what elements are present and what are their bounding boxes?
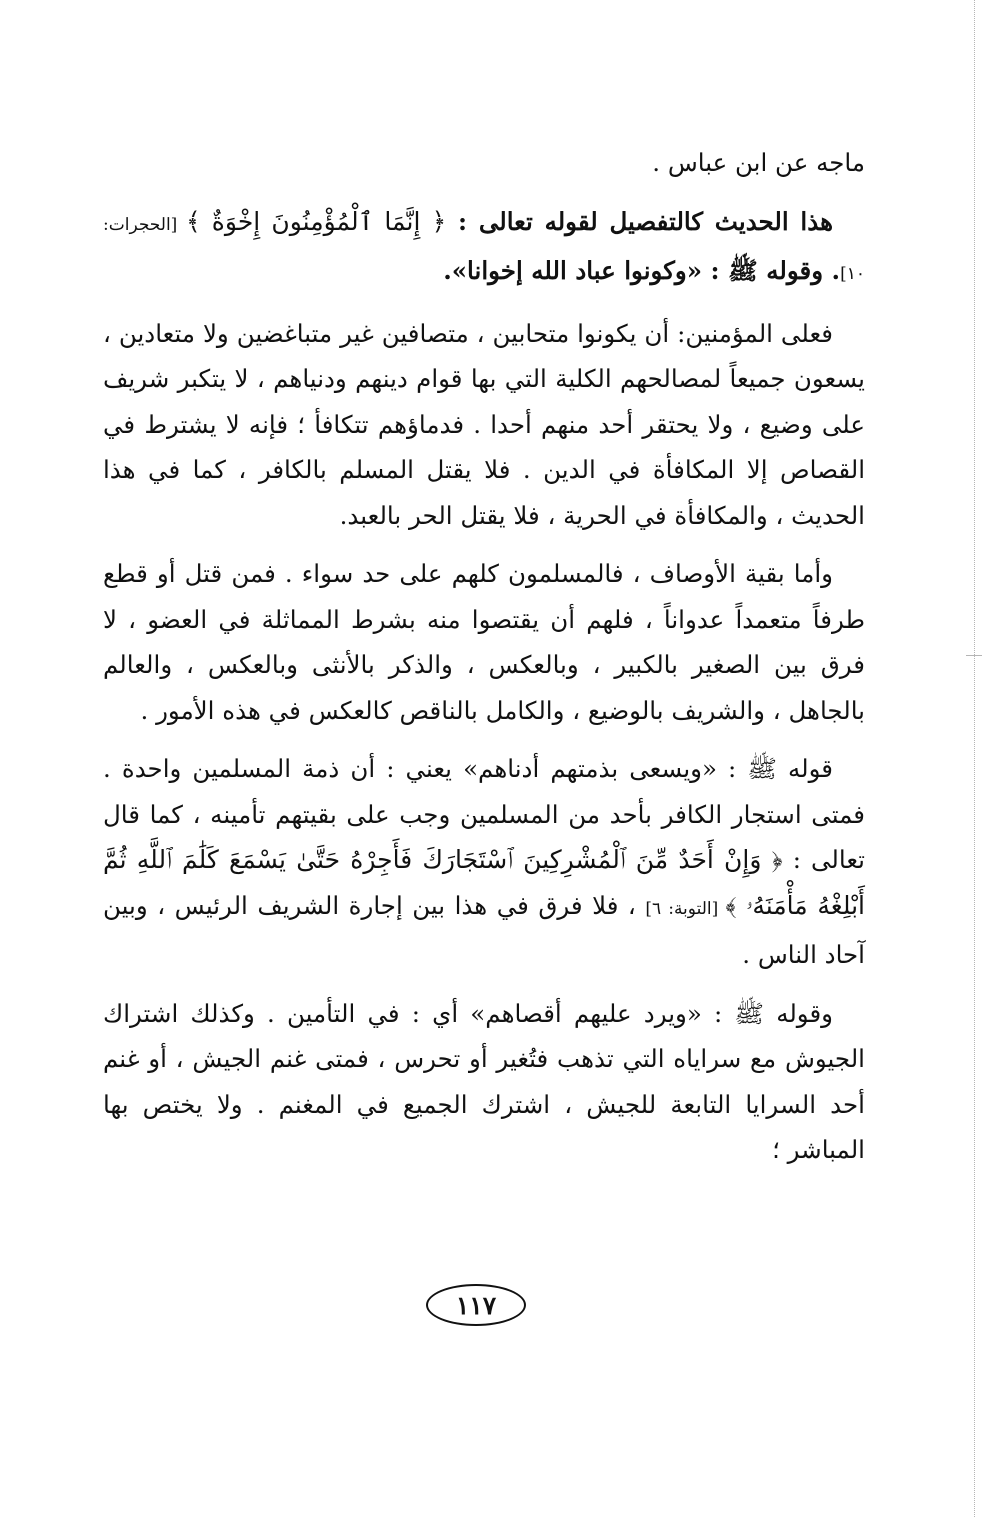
- paragraph: [103, 140, 865, 186]
- quran-verse: ﴿ إِنَّمَا ٱلْمُؤْمِنُونَ إِخْوَةٌ ﴾: [185, 206, 447, 236]
- paragraph: [103, 746, 865, 978]
- text-run: . وقوله ﷺ : «وكونوا عباد الله إخوانا».: [443, 256, 841, 285]
- verse-reference: [التوبة: ٦]: [645, 898, 726, 919]
- paragraph: [103, 991, 865, 1173]
- text-run: وأما بقية الأوصاف ، فالمسلمون كلهم على حد سواء . فمن قتل أو قطع طرفاً متعمداً عدواناً ، فلهم أن يقتصوا منه بشرط المماثلة في العضو ، لا فرق بين الصغير بالكبير ، وبالعكس ، والذكر بالأنثى وبالعكس ، والعالم بالجاهل ، والشريف بالوضيع ، والكامل بالناقص كالعكس في هذه الأمور .: [103, 559, 865, 725]
- page-number-frame: [426, 1284, 526, 1326]
- text-run: هذا الحديث كالتفصيل لقوله تعالى :: [446, 206, 833, 236]
- paragraph: [103, 551, 865, 733]
- text-run: ، فلا فرق في هذا بين إجارة الشريف الرئيس ، وبين آحاد الناس .: [103, 890, 865, 969]
- page-text: [103, 140, 865, 1186]
- quran-verse: ﴿ وَإِنْ أَحَدٌ مِّنَ ٱلْمُشْرِكِينَ ٱسْتَجَارَكَ فَأَجِرْهُ حَتَّىٰ يَسْمَعَ كَلَٰمَ ٱللَّهِ ثُمَّ أَبْلِغْهُ مَأْمَنَهُۥ ﴾: [103, 845, 865, 920]
- text-run: قوله ﷺ : «ويسعى بذمتهم أدناهم» يعني : أن ذمة المسلمين واحدة . فمتى استجار الكافر بأحد من المسلمين وجب على بقيتهم تأمينه ، كما قال تعالى :: [103, 754, 865, 874]
- paragraph: [103, 199, 865, 298]
- page-edge-line: [974, 0, 975, 1517]
- text-run: ماجه عن ابن عباس .: [652, 148, 865, 177]
- page-number: ١١٧: [455, 1290, 497, 1320]
- text-run: وقوله ﷺ : «ويرد عليهم أقصاهم» أي : في التأمين . وكذلك اشتراك الجيوش مع سراياه التي تذهب فتُغير أو تحرس ، فمتى غنم الجيش ، أو غنم أحد السرايا التابعة للجيش ، اشترك الجميع في المغنم . ولا يختص بها المباشر ؛: [103, 998, 865, 1164]
- verse-reference: [الحجرات: ١٠]: [103, 214, 865, 284]
- text-run: فعلى المؤمنين: أن يكونوا متحابين ، متصافين غير متباغضين ولا متعادين ، يسعون جميعاً لمصالحهم الكلية التي بها قوام دينهم ودنياهم ، لا يتكبر شريف على وضيع ، ولا يحتقر أحد منهم أحدا . فدماؤهم تتكافأ ؛ فإنه لا يشترط في القصاص إلا المكافأة في الدين . فلا يقتل المسلم بالكافر ، كما في هذا الحديث ، والمكافأة في الحرية ، فلا يقتل الحر بالعبد.: [103, 318, 865, 530]
- page-edge-tick: [966, 655, 982, 656]
- paragraph: [103, 311, 865, 539]
